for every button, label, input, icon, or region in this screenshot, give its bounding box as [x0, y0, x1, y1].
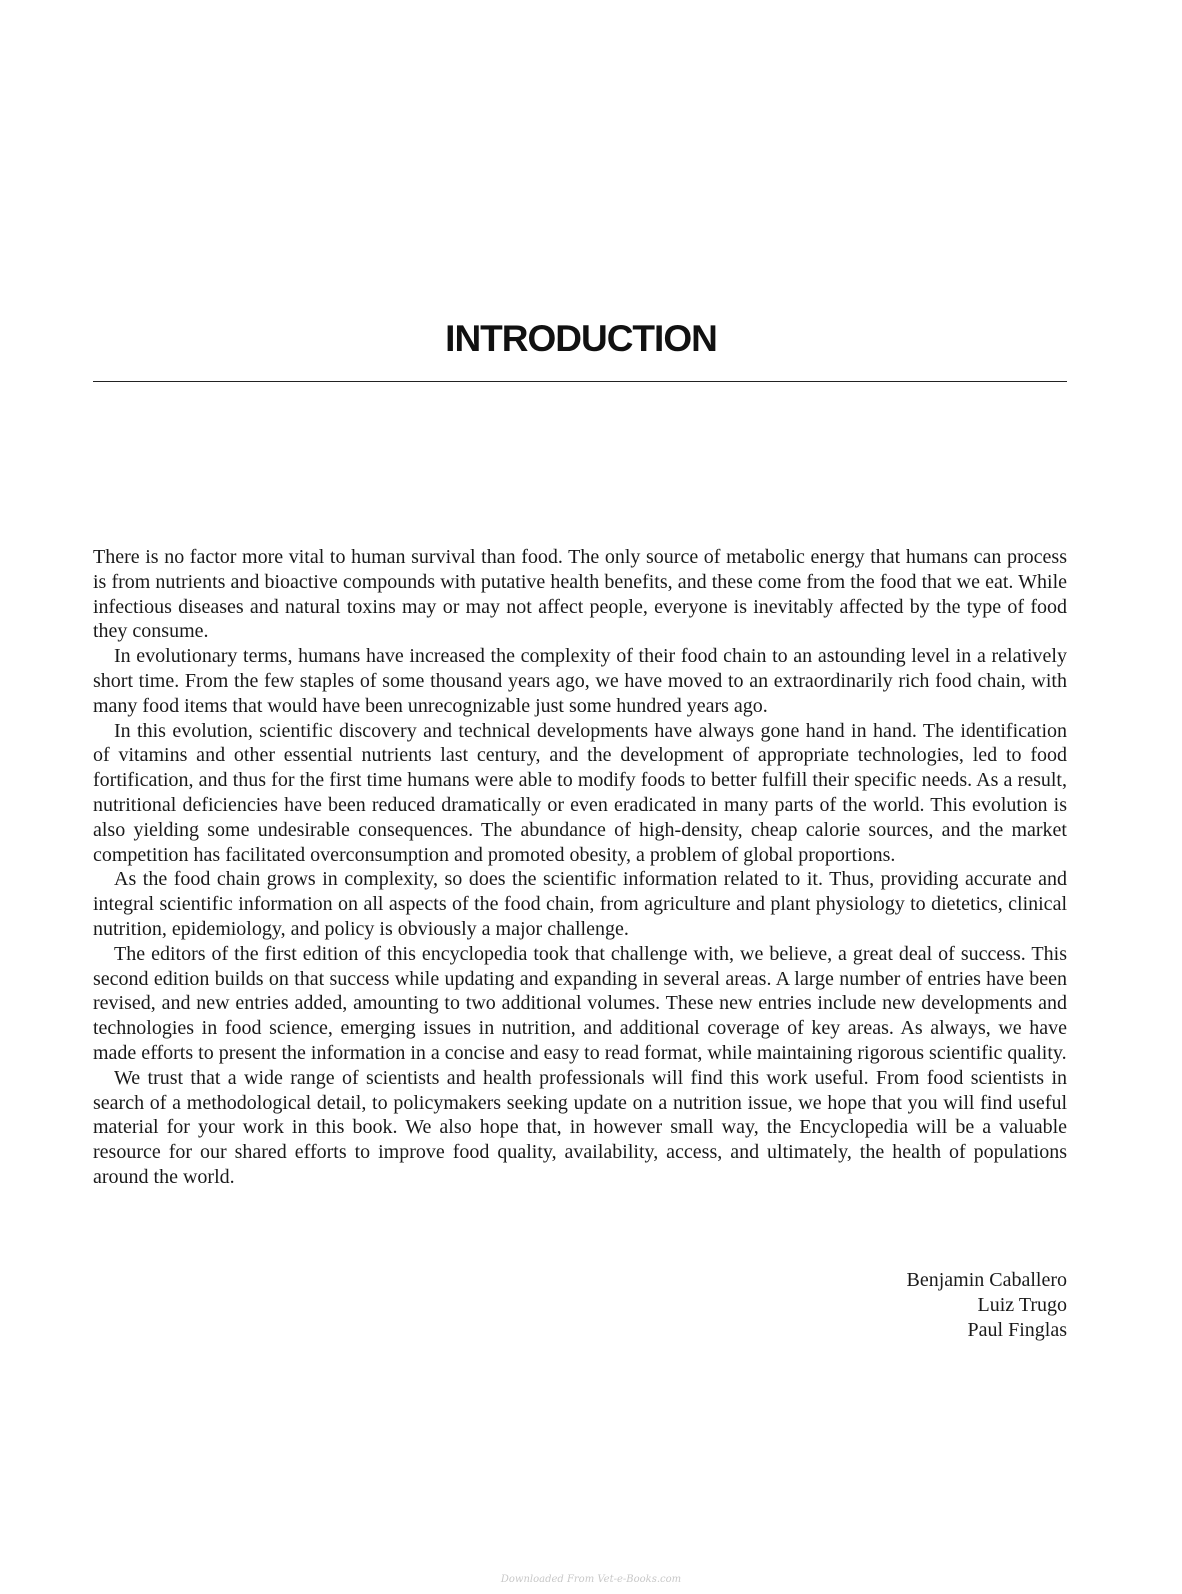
paragraph: In this evolution, scientific discovery and technical developments have always gone hand in hand. The identification of vitamins and other essential nutrients last century, and the development of appropriate technologies, led to food fortification, and thus for the first time humans were able to modify foods to better fulfill their specific needs. As a result, nutritional deficiencies have been reduced dramatically or even eradicated in many parts of the world. This evolution is also yielding some undesirable consequences. The abundance of high-density, cheap calorie sources, and the market competition has facilitated overconsumption and promoted obesity, a problem of global proportions.	[93, 719, 1067, 866]
editor-signatures	[700, 1268, 1067, 1342]
paragraph: There is no factor more vital to human survival than food. The only source of metabolic energy that humans can process is from nutrients and bioactive compounds with putative health benefits, and these come from the food that we eat. While infectious diseases and natural toxins may or may not affect people, everyone is inevitably affected by the type of food they consume.	[93, 546, 1067, 643]
introduction-body	[93, 545, 1067, 1190]
paragraph: We trust that a wide range of scientists and health professionals will find this work useful. From food scientists in search of a methodological detail, to policymakers seeking update on a nutrition issue, we hope that you will find useful material for your work in this book. We also hope that, in however small way, the Encyclopedia will be a valuable resource for our shared efforts to improve food quality, availability, access, and ultimately, the health of populations around the world.	[93, 1066, 1067, 1188]
title-rule	[93, 381, 1067, 382]
editor-name: Paul Finglas	[967, 1318, 1067, 1341]
page-title: INTRODUCTION	[445, 318, 717, 359]
editor-name: Luiz Trugo	[977, 1293, 1067, 1316]
paragraph: The editors of the first edition of this encyclopedia took that challenge with, we believe, a great deal of success. This second edition builds on that success while updating and expanding in several areas. A large number of entries have been revised, and new entries added, amounting to two additional volumes. These new entries include new developments and technologies in food science, emerging issues in nutrition, and additional coverage of key areas. As always, we have made efforts to present the information in a concise and easy to read format, while maintaining rigorous scientific quality.	[93, 942, 1067, 1064]
paragraph: In evolutionary terms, humans have increased the complexity of their food chain to an astounding level in a relatively short time. From the few staples of some thousand years ago, we have moved to an extraordinarily rich food chain, with many food items that would have been unrecognizable just some hundred years ago.	[93, 645, 1067, 717]
editor-name: Benjamin Caballero	[906, 1269, 1067, 1291]
paragraph: As the food chain grows in complexity, so does the scientific information related to it. Thus, providing accurate and integral scientific information on all aspects of the food chain, from agriculture and plant physiology to dietetics, clinical nutrition, epidemiology, and policy is obviously a major challenge.	[93, 868, 1067, 940]
watermark: Downloaded From Vet-e-Books.com	[500, 1574, 682, 1585]
